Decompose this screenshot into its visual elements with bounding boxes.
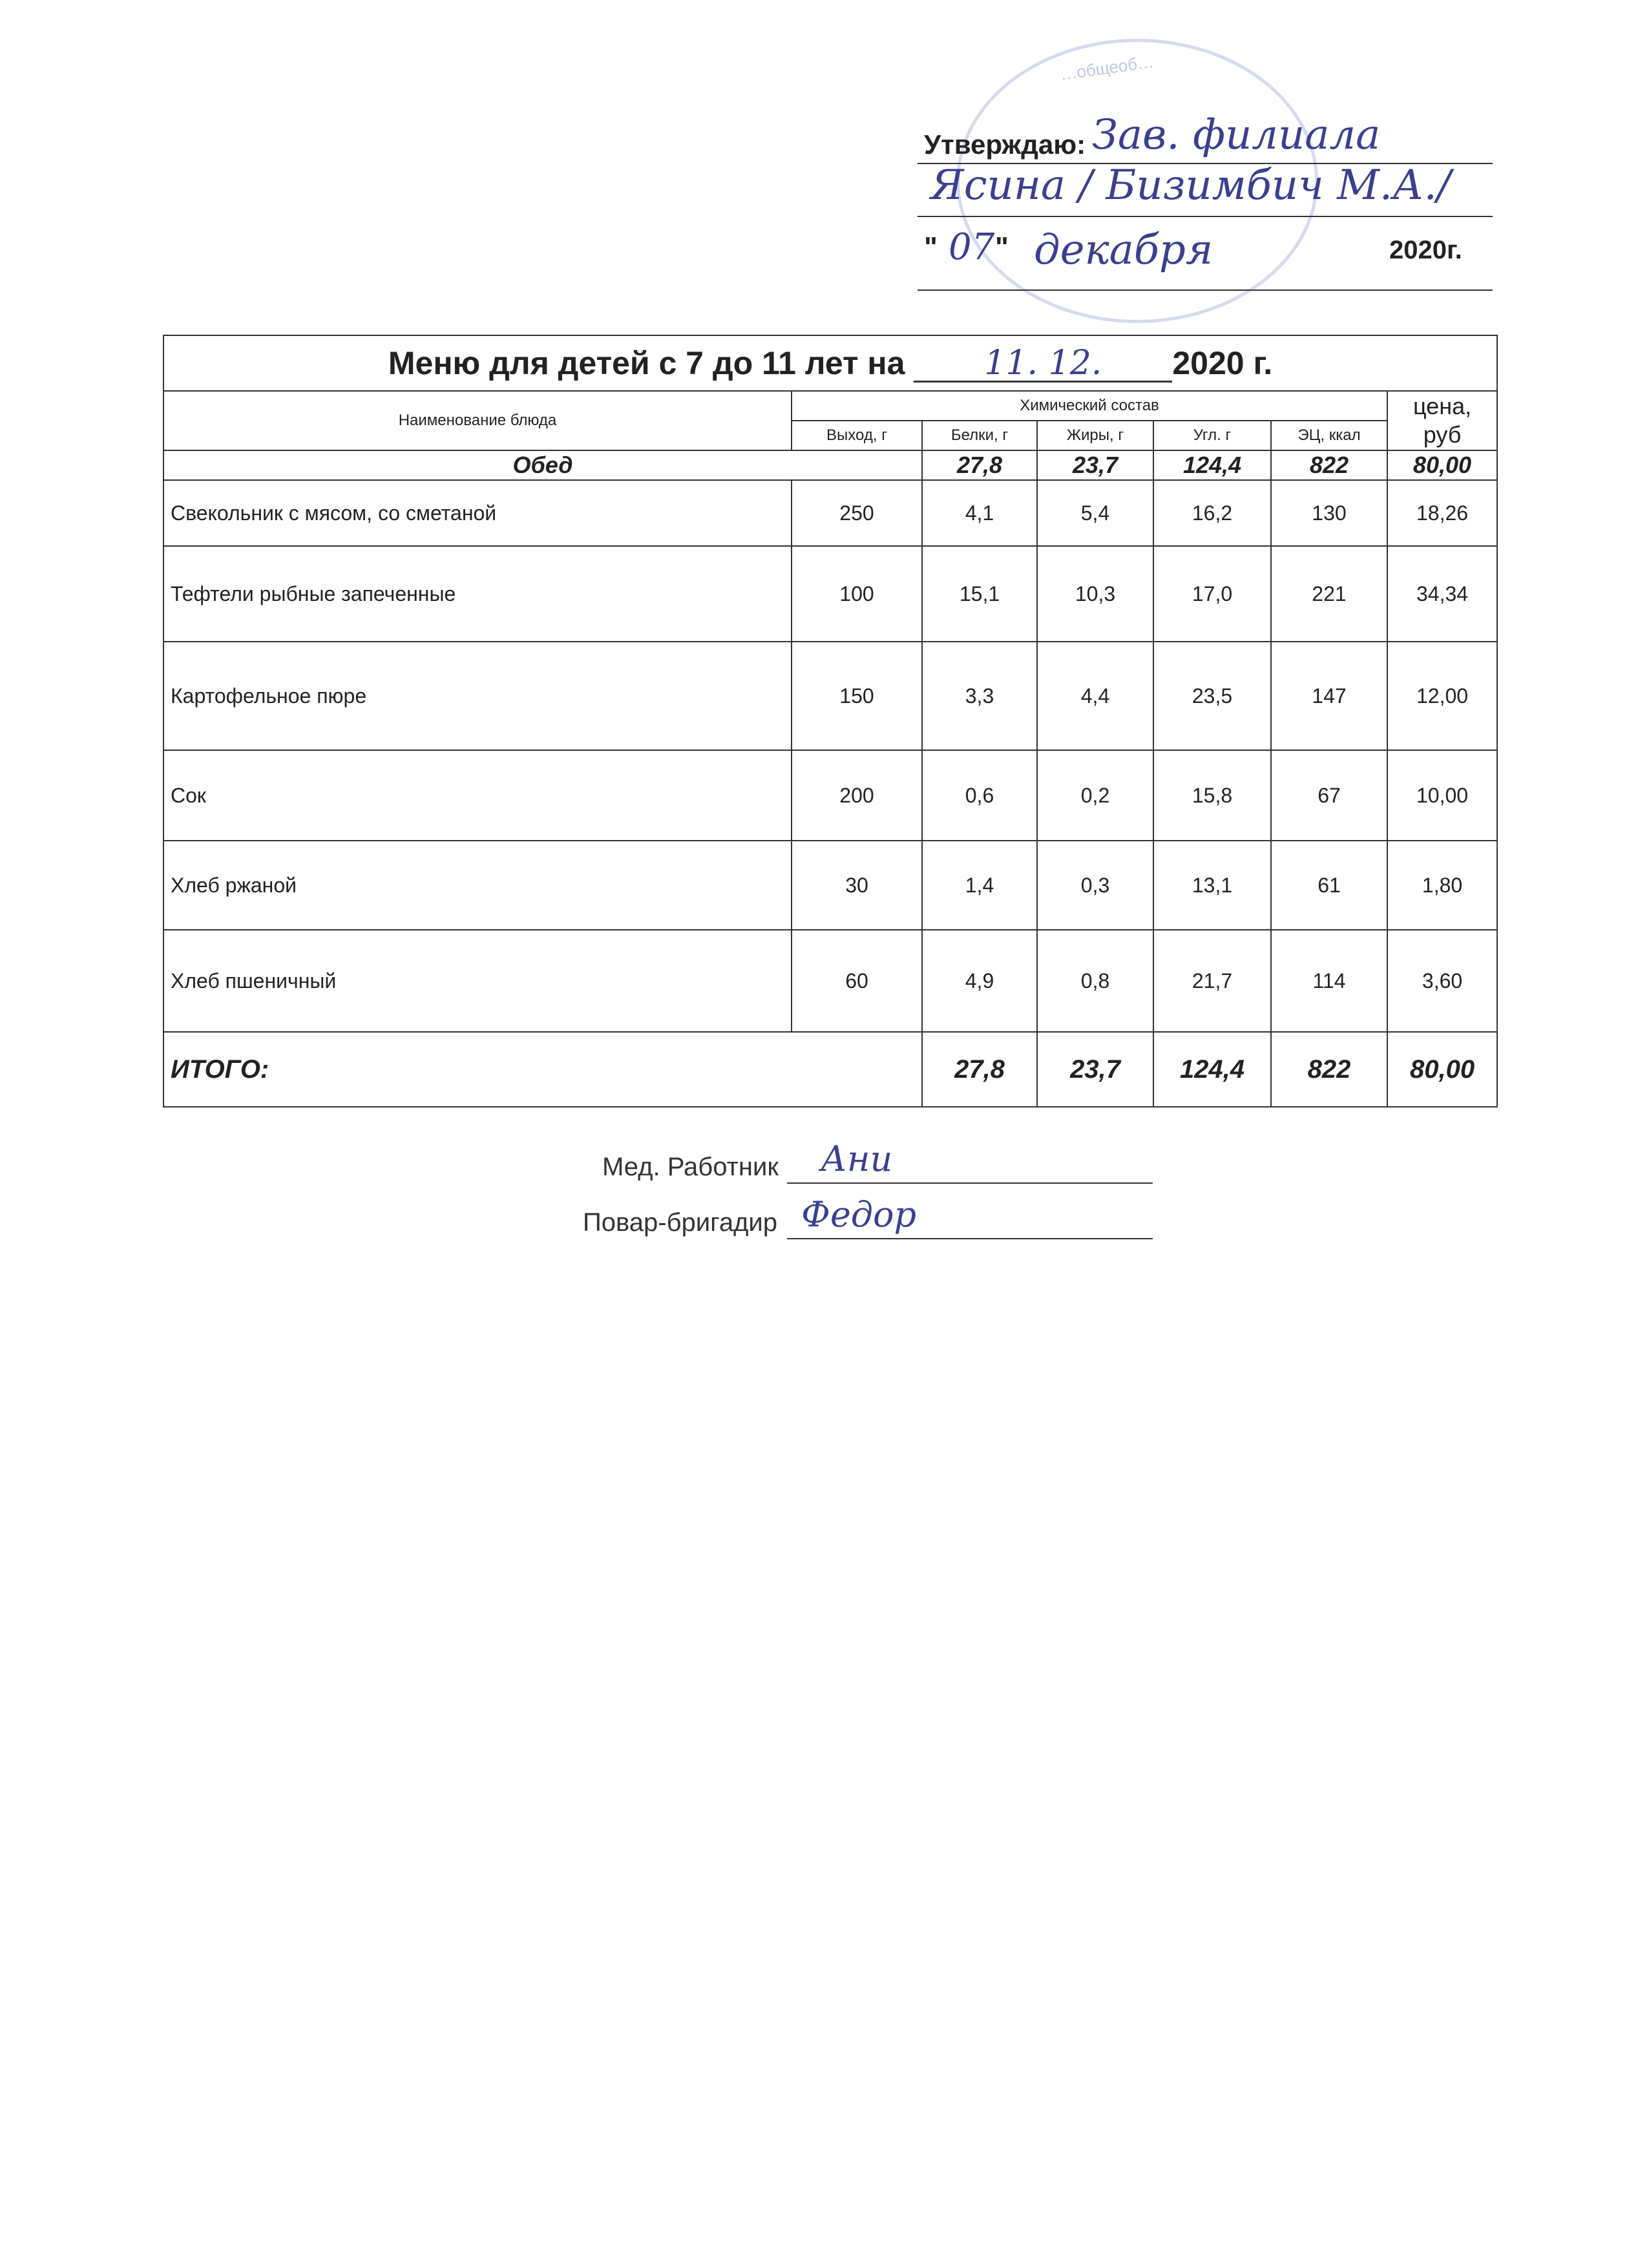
dish-price: 10,00: [1387, 750, 1497, 841]
dish-energy: 61: [1271, 841, 1387, 930]
header-fat: Жиры, г: [1037, 421, 1153, 450]
section-price: 80,00: [1387, 450, 1497, 480]
cook-signature-line: [787, 1238, 1153, 1239]
dish-energy: 147: [1271, 642, 1387, 750]
medic-signature-line: [787, 1182, 1153, 1184]
section-carbs: 124,4: [1153, 450, 1271, 480]
medic-signature: Ани: [821, 1139, 893, 1179]
dish-carbs: 21,7: [1153, 930, 1271, 1032]
approval-label: Утверждаю:: [924, 129, 1086, 160]
menu-title: [163, 335, 1497, 391]
dish-protein: 15,1: [922, 546, 1037, 642]
menu-table: [163, 335, 1498, 1108]
approval-month: декабря: [1034, 226, 1213, 274]
dish-protein: 4,9: [922, 930, 1037, 1032]
menu-title-date: 11. 12.: [914, 346, 1172, 383]
approval-quote-open: ": [924, 231, 938, 263]
approval-signature-line1: Зав. филиала: [1092, 111, 1381, 159]
approval-rule-2: [918, 216, 1493, 217]
header-row-1: [163, 391, 1497, 421]
section-fat: 23,7: [1037, 450, 1153, 480]
table-row: [163, 930, 1497, 1032]
dish-fat: 0,2: [1037, 750, 1153, 841]
header-price: цена, руб: [1387, 391, 1497, 450]
total-energy: 822: [1271, 1032, 1387, 1107]
dish-carbs: 23,5: [1153, 642, 1271, 750]
section-energy: 822: [1271, 450, 1387, 480]
header-output: Выход, г: [792, 421, 922, 450]
title-row: [163, 335, 1497, 391]
total-carbs: 124,4: [1153, 1032, 1271, 1107]
dish-name: Сок: [163, 750, 792, 841]
total-label: ИТОГО:: [163, 1032, 922, 1107]
total-row: [163, 1032, 1497, 1107]
dish-carbs: 13,1: [1153, 841, 1271, 930]
dish-protein: 4,1: [922, 480, 1037, 546]
dish-price: 18,26: [1387, 480, 1497, 546]
dish-name: Тефтели рыбные запеченные: [163, 546, 792, 642]
approval-day: 07: [949, 226, 995, 268]
dish-output: 30: [792, 841, 922, 930]
menu-title-prefix: Меню для детей с 7 до 11 лет на: [388, 344, 905, 381]
medic-label: Мед. Работник: [602, 1153, 779, 1181]
header-protein: Белки, г: [922, 421, 1037, 450]
table-row: [163, 750, 1497, 841]
dish-protein: 0,6: [922, 750, 1037, 841]
dish-energy: 114: [1271, 930, 1387, 1032]
dish-fat: 4,4: [1037, 642, 1153, 750]
table-row: [163, 480, 1497, 546]
header-dish: Наименование блюда: [163, 391, 792, 450]
section-protein: 27,8: [922, 450, 1037, 480]
total-fat: 23,7: [1037, 1032, 1153, 1107]
section-row: [163, 450, 1497, 480]
approval-rule-3: [918, 289, 1493, 291]
dish-price: 12,00: [1387, 642, 1497, 750]
dish-fat: 5,4: [1037, 480, 1153, 546]
approval-quote-close: ": [995, 231, 1009, 263]
dish-price: 1,80: [1387, 841, 1497, 930]
dish-fat: 0,3: [1037, 841, 1153, 930]
approval-year: 2020г.: [1389, 236, 1462, 264]
dish-energy: 130: [1271, 480, 1387, 546]
dish-name: Картофельное пюре: [163, 642, 792, 750]
header-energy: ЭЦ, ккал: [1271, 421, 1387, 450]
cook-label: Повар-бригадир: [583, 1208, 777, 1237]
dish-output: 150: [792, 642, 922, 750]
dish-price: 3,60: [1387, 930, 1497, 1032]
dish-name: Свекольник с мясом, со сметаной: [163, 480, 792, 546]
dish-fat: 10,3: [1037, 546, 1153, 642]
stamp-text: …общеоб…: [1058, 51, 1155, 85]
total-protein: 27,8: [922, 1032, 1037, 1107]
dish-energy: 221: [1271, 546, 1387, 642]
table-row: [163, 841, 1497, 930]
header-chem: Химический состав: [792, 391, 1387, 421]
dish-carbs: 17,0: [1153, 546, 1271, 642]
dish-output: 250: [792, 480, 922, 546]
dish-name: Хлеб ржаной: [163, 841, 792, 930]
cook-signature: Федор: [801, 1194, 917, 1235]
table-row: [163, 546, 1497, 642]
dish-output: 200: [792, 750, 922, 841]
dish-energy: 67: [1271, 750, 1387, 841]
dish-carbs: 15,8: [1153, 750, 1271, 841]
dish-carbs: 16,2: [1153, 480, 1271, 546]
table-row: [163, 642, 1497, 750]
dish-protein: 3,3: [922, 642, 1037, 750]
dish-protein: 1,4: [922, 841, 1037, 930]
section-name: Обед: [163, 450, 922, 480]
menu-title-suffix: 2020 г.: [1172, 344, 1273, 381]
total-price: 80,00: [1387, 1032, 1497, 1107]
dish-output: 60: [792, 930, 922, 1032]
header-carbs: Угл. г: [1153, 421, 1271, 450]
dish-price: 34,34: [1387, 546, 1497, 642]
dish-name: Хлеб пшеничный: [163, 930, 792, 1032]
dish-output: 100: [792, 546, 922, 642]
dish-fat: 0,8: [1037, 930, 1153, 1032]
approval-signature-line2: Ясина / Бизимбич М.А./: [930, 162, 1451, 209]
